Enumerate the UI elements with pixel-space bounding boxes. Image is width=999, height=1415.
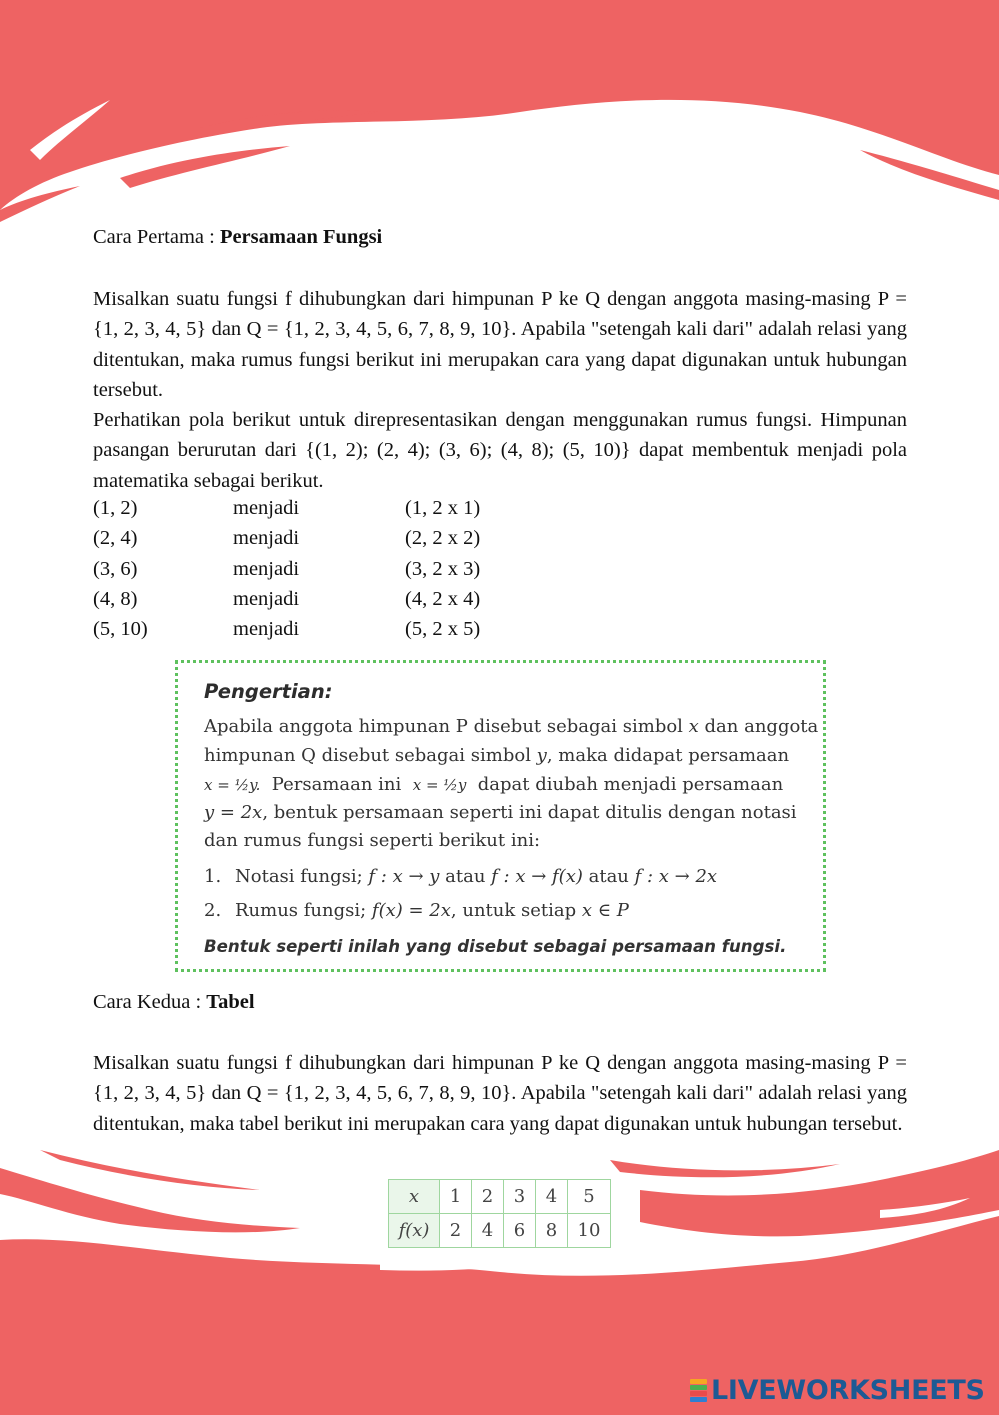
table-row xyxy=(389,1180,611,1214)
pair-from: (4, 8) xyxy=(93,587,138,610)
pair-to: (3, 2 x 3) xyxy=(405,557,481,580)
pair-to: (4, 2 x 4) xyxy=(405,587,481,610)
equation: x ∈ P xyxy=(581,900,629,921)
definition-line-5: dan rumus fungsi seperti berikut ini: xyxy=(204,830,541,851)
definition-item-notation xyxy=(204,866,717,887)
section1-title: Persamaan Fungsi xyxy=(219,226,383,248)
item-text: Notasi fungsi; xyxy=(235,866,369,887)
liveworksheets-logo[interactable] xyxy=(690,1375,985,1406)
section2-heading xyxy=(93,987,255,1017)
pair-row xyxy=(93,554,593,584)
section1-label: Cara Pertama : xyxy=(93,226,220,248)
definition-text: dan anggota xyxy=(698,716,819,737)
pair-word: menjadi xyxy=(233,557,300,580)
logo-text: LIVEWORKSHEETS xyxy=(711,1375,985,1406)
definition-text: , bentuk persamaan seperti ini dapat ditulis dengan notasi xyxy=(262,802,797,823)
ordered-pairs-list xyxy=(93,493,593,644)
definition-box xyxy=(175,660,826,972)
pair-word: menjadi xyxy=(233,497,300,519)
section1-paragraph-2: Perhatikan pola berikut untuk direpresentasikan dengan menggunakan rumus fungsi. Himpunan pasangan berurutan dari {(1, 2); (2, 4); (3, 6); (4, 8); (5, 10)} dapat membentuk menjadi pola matematika sebagai berikut. xyxy=(93,409,907,492)
definition-line-2 xyxy=(204,742,789,770)
definition-title: Pengertian: xyxy=(204,680,333,703)
definition-text: dapat diubah menjadi persamaan xyxy=(466,774,784,795)
pair-to: (1, 2 x 1) xyxy=(405,497,481,519)
section1-paragraph-1: Misalkan suatu fungsi f dihubungkan dari himpunan P ke Q dengan anggota masing-masing P = {1, 2, 3, 4, 5} dan Q = {1, 2, 3, 4, 5, 6, 7, 8, 9, 10}. Apabila "setengah kali dari" adalah relasi yang ditentukan, maka rumus fungsi berikut ini merupakan cara yang dapat digunakan untuk hubungan tersebut. xyxy=(93,288,907,401)
pair-row xyxy=(93,493,593,523)
table-cell: 10 xyxy=(568,1214,611,1248)
pair-word: menjadi xyxy=(233,618,300,641)
table-cell: 2 xyxy=(440,1214,472,1248)
item-number: 1. xyxy=(204,866,222,887)
table-cell: 8 xyxy=(536,1214,568,1248)
definition-line-3 xyxy=(204,771,783,799)
equation: f : x → 2x xyxy=(634,866,718,887)
table-cell: 3 xyxy=(504,1180,536,1214)
pair-from: (1, 2) xyxy=(93,497,138,519)
pair-word: menjadi xyxy=(233,527,300,550)
section1-heading xyxy=(93,222,382,252)
definition-item-formula xyxy=(204,900,629,921)
liveworksheets-logo-icon xyxy=(690,1379,707,1403)
pair-from: (3, 6) xyxy=(93,557,138,580)
function-table xyxy=(388,1179,611,1248)
pair-to: (2, 2 x 2) xyxy=(405,527,481,550)
definition-line-4 xyxy=(204,799,797,827)
pair-to: (5, 2 x 5) xyxy=(405,618,481,641)
math-symbol: x xyxy=(688,716,699,737)
item-text: , untuk setiap xyxy=(450,900,582,921)
item-number: 2. xyxy=(204,900,222,921)
equation: f(x) = 2x xyxy=(371,900,451,921)
pair-row xyxy=(93,523,593,553)
section2-title: Tabel xyxy=(206,991,255,1013)
pair-from: (2, 4) xyxy=(93,527,138,550)
equation: x = ½y xyxy=(412,776,467,794)
equation: f : x → y xyxy=(368,866,440,887)
section2-paragraph: Misalkan suatu fungsi f dihubungkan dari himpunan P ke Q dengan anggota masing-masing P = {1, 2, 3, 4, 5} dan Q = {1, 2, 3, 4, 5, 6, 7, 8, 9, 10}. Apabila "setengah kali dari" adalah relasi yang ditentukan, maka tabel berikut ini merupakan cara yang dapat digunakan untuk hubungan tersebut. xyxy=(93,1052,907,1135)
table-row xyxy=(389,1214,611,1248)
equation: f : x → f(x) xyxy=(491,866,583,887)
math-symbol: y xyxy=(536,745,547,766)
definition-text: Apabila anggota himpunan P disebut sebagai simbol xyxy=(204,716,689,737)
item-text: atau xyxy=(582,866,635,887)
table-cell: 1 xyxy=(440,1180,472,1214)
table-cell: 2 xyxy=(472,1180,504,1214)
table-cell: 4 xyxy=(536,1180,568,1214)
definition-line-1 xyxy=(204,713,818,741)
pair-from: (5, 10) xyxy=(93,618,148,641)
equation: x = ½y. xyxy=(204,776,261,794)
table-cell: 6 xyxy=(504,1214,536,1248)
equation: y = 2x xyxy=(204,802,263,823)
pair-word: menjadi xyxy=(233,587,300,610)
table-cell: 4 xyxy=(472,1214,504,1248)
pair-row xyxy=(93,614,593,644)
table-header-cell: f(x) xyxy=(389,1214,440,1248)
definition-conclusion: Bentuk seperti inilah yang disebut sebagai persamaan fungsi. xyxy=(204,937,787,956)
pair-row xyxy=(93,584,593,614)
table-cell: 5 xyxy=(568,1180,611,1214)
table-header-cell: x xyxy=(389,1180,440,1214)
definition-text: , maka didapat persamaan xyxy=(546,745,790,766)
section2-label: Cara Kedua : xyxy=(93,991,207,1013)
item-text: Rumus fungsi; xyxy=(235,900,372,921)
definition-text: himpunan Q disebut sebagai simbol xyxy=(204,745,537,766)
item-text: atau xyxy=(439,866,492,887)
definition-text: Persamaan ini xyxy=(260,774,413,795)
